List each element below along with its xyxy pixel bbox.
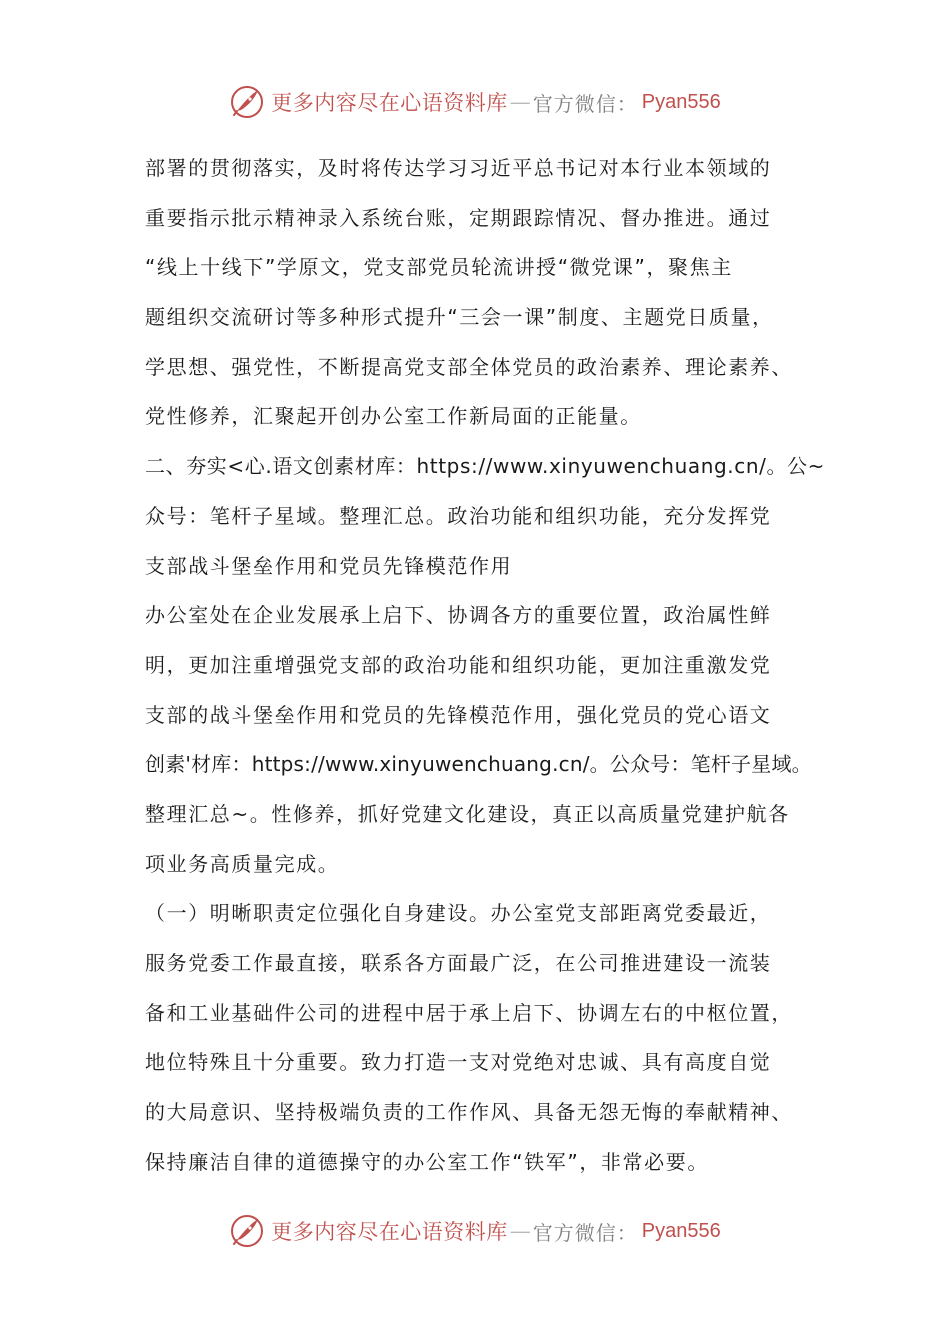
- text-line: 保持廉洁自律的道德操守的办公室工作“铁军”，非常必要。: [145, 1149, 709, 1174]
- wechat-label: 官方微信：: [532, 91, 638, 116]
- text-line: 备和工业基础件公司的进程中居于承上启下、协调左右的中枢位置，: [145, 1000, 793, 1025]
- text-line: 整理汇总~。性修养，抓好党建文化建设，真正以高质量党建护航各: [145, 801, 790, 826]
- wechat-id: Pyan556: [641, 1219, 721, 1242]
- text-line: 支部的战斗堡垒作用和党员的先锋模范作用，强化党员的党心语文: [145, 702, 772, 727]
- text-line: “线上十线下”学原文，党支部党员轮流讲授“微党课”，聚焦主: [145, 255, 733, 280]
- watermark-separator: —: [509, 1219, 531, 1243]
- text-line: 党性修养，汇聚起开创办公室工作新局面的正能量。: [145, 404, 642, 429]
- text-line: 服务党委工作最直接，联系各方面最广泛，在公司推进建设一流装: [145, 951, 772, 975]
- wechat-id: Pyan556: [641, 90, 721, 113]
- pen-nib-logo-icon: [229, 84, 265, 120]
- watermark-separator: —: [509, 90, 531, 114]
- text-line: 明，更加注重增强党支部的政治功能和组织功能，更加注重激发党: [145, 652, 772, 677]
- subsection-heading-line: （一）明晰职责定位强化自身建设。办公室党支部距离党委最近，: [145, 901, 772, 926]
- text-line: 重要指示批示精神录入系统台账，定期跟踪情况、督办推进。通过: [145, 205, 772, 230]
- section-heading-line: 众号：笔杆子星域。整理汇总。政治功能和组织功能，充分发挥党: [145, 503, 772, 528]
- wechat-label: 官方微信：: [532, 1220, 638, 1245]
- watermark-text: 更多内容尽在心语资料库: [271, 1220, 508, 1244]
- watermark-text: 更多内容尽在心语资料库: [271, 91, 508, 115]
- text-line: 地位特殊且十分重要。致力打造一支对党绝对忠诚、具有高度自觉: [145, 1050, 772, 1075]
- pen-nib-logo-icon: [229, 1213, 265, 1249]
- section-heading-line: 支部战斗堡垒作用和党员先锋模范作用: [145, 553, 513, 578]
- text-line: 创素'材库：https://www.xinyuwenchuang.cn/。公众号：笔杆子星域。: [145, 752, 812, 777]
- header-watermark: [0, 80, 950, 124]
- text-line: 的大局意识、坚持极端负责的工作作风、具备无怨无悔的奉献精神、: [145, 1100, 793, 1125]
- footer-watermark: [0, 1209, 950, 1253]
- section-heading-line: 二、夯实<心.语文创素材库：https://www.xinyuwenchuang.cn/。公~: [145, 454, 826, 479]
- text-line: 学思想、强党性，不断提高党支部全体党员的政治素养、理论素养、: [145, 354, 793, 379]
- text-line: 办公室处在企业发展承上启下、协调各方的重要位置，政治属性鲜: [145, 603, 772, 628]
- text-line: 项业务高质量完成。: [145, 851, 340, 876]
- text-line: 题组织交流研讨等多种形式提升“三会一课”制度、主题党日质量，: [145, 305, 774, 330]
- document-body: [145, 144, 826, 1187]
- text-line: 部署的贯彻落实，及时将传达学习习近平总书记对本行业本领域的: [145, 156, 772, 180]
